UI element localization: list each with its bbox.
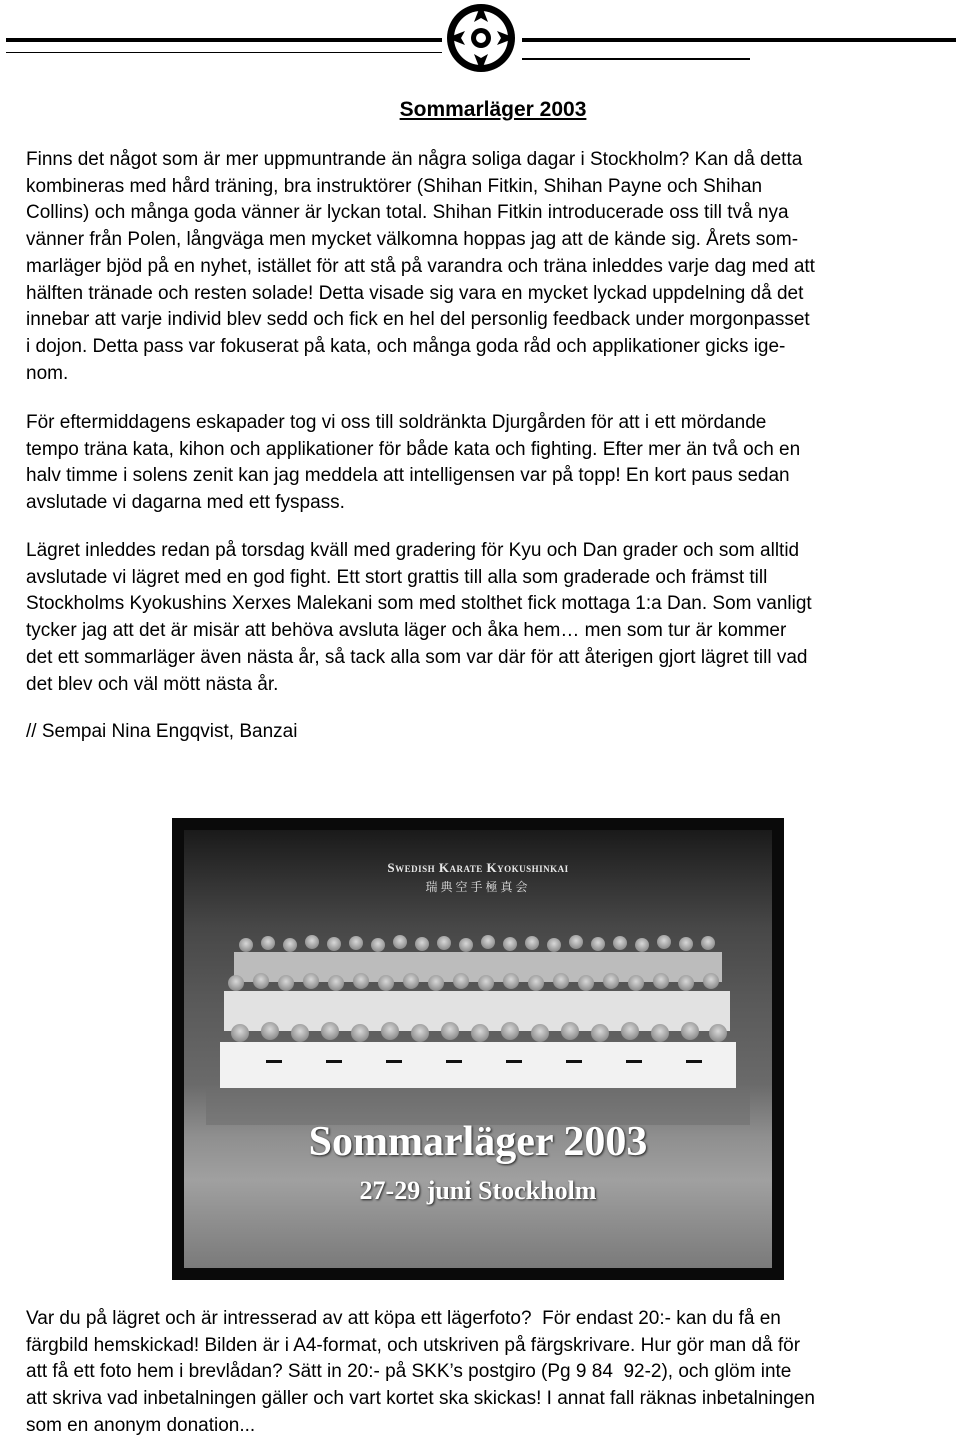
header-rule-left xyxy=(6,38,442,42)
photo-kanji: 瑞典空手極真会 xyxy=(425,880,531,894)
author-signature: // Sempai Nina Engqvist, Banzai xyxy=(26,721,298,742)
group-photo-image xyxy=(184,830,772,1268)
article-paragraph-4: Var du på lägret och är intresserad av att köpa ett lägerfoto? För endast 20:- kan du få en färgbild hemskickad! Bilden är i A4-format, och utskriven på färgskrivare. Hur gör man då för att få ett foto hem i brevlådan? Sätt in 20:- på SKK’s postgiro (Pg 9 84 92-2), och glöm inte att skriva vad inbetalningen gäller och vart kortet ska skickas! I annat fall räknas inbetalningen som en anonym donation... xyxy=(26,1308,815,1436)
kyokushin-kanku-emblem-icon xyxy=(440,0,522,82)
article-paragraph-2: För eftermiddagens eskapader tog vi oss till soldränkta Djurgården för att i ett mördande tempo träna kata, kihon och applikationer för både kata och fighting. Efter mer än två och en halv timme i solens zenit kan jag meddela att intelligensen var på topp! En kort paus sedan avslutade vi dagarna med ett fyspass. xyxy=(26,412,801,514)
header-rule-right-thin xyxy=(522,58,750,60)
group-photo xyxy=(172,818,784,1280)
photo-caption-subtitle: 27-29 juni Stockholm xyxy=(359,1176,597,1205)
article-paragraph-1: Finns det något som är mer uppmuntrande än några soliga dagar i Stockholm? Kan då detta kombineras med hård träning, bra instruktörer (Shihan Fitkin, Shihan Payne och Shihan Collins) och många goda vänner är lyckan total. Shihan Fitkin introducerade oss till två nya vänner från Polen, långväga men mycket välkomna hoppas jag att de kände sig. Årets som- marläger bjöd på en nyhet, istället för att stå på varandra och träna inleddes varje dag med att hälften tränade och resten solade! Detta visade sig vara en mycket lyckad uppdelning då det innebar att varje individ blev sedd och fick en hel del personlig feedback under morgonpasset i dojon. Detta pass var fokuserat på kata, och många goda råd och applikationer gicks ige- nom. xyxy=(26,149,815,384)
photo-caption-title: Sommarläger 2003 xyxy=(308,1119,648,1165)
article-paragraph-3: Lägret inleddes redan på torsdag kväll med gradering för Kyu och Dan grader och som alltid avslutade vi lägret med en god fight. Ett stort grattis till alla som graderade och främst till Stockholms Kyokushins Xerxes Malekani som med stolthet fick mottaga 1:a Dan. Som vanligt tycker jag att det är misär att behöva avsluta läger och åka hem… men som tur är kommer det ett sommarläger även nästa år, så tack alla som var där för att återigen gjort lägret till vad det blev och väl mött nästa år. xyxy=(26,540,812,695)
group-crowd-illustration xyxy=(206,925,750,1125)
photo-org-name: Swedish Karate Kyokushinkai xyxy=(387,860,569,875)
header-rule-right xyxy=(522,38,956,42)
page-title: Sommarläger 2003 xyxy=(399,98,587,121)
header-rule-left-thin xyxy=(6,52,442,53)
